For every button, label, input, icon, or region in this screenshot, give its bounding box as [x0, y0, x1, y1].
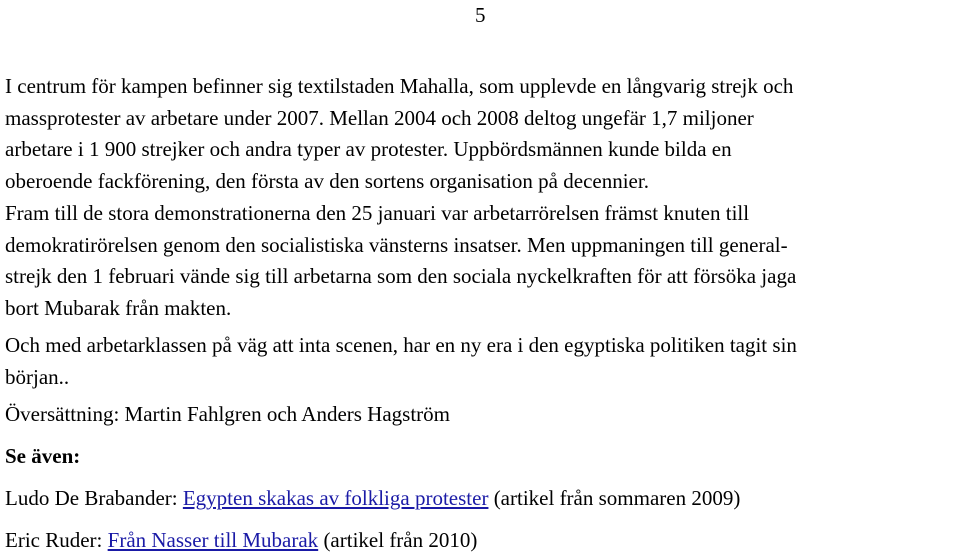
paragraph-line: massprotester av arbetare under 2007. Mellan 2004 och 2008 deltog ungefär 1,7 miljoner — [5, 105, 754, 130]
paragraph-line: demokratirörelsen genom den socialistiska vänsterns insatser. Men uppmaningen till general- — [5, 232, 788, 257]
paragraph-demonstrations — [5, 198, 959, 324]
paragraph-line: strejk den 1 februari vände sig till arbetarna som den sociala nyckelkraften för att försöka jaga — [5, 264, 797, 288]
paragraph-line: oberoende fackförening, den första av den sortens organisation på decennier. — [5, 168, 649, 193]
paragraph-line: början.. — [5, 364, 70, 389]
paragraph-new-era — [5, 330, 959, 393]
translation-text: Översättning: Martin Fahlgren och Anders Hagström — [5, 402, 450, 426]
reference-note: (artikel från 2010) — [318, 528, 478, 552]
paragraph-line: Fram till de stora demonstrationerna den 25 januari var arbetarrörelsen främst knuten till — [5, 201, 750, 225]
reference-item — [5, 483, 959, 515]
paragraph-line: I centrum för kampen befinner sig textilstaden Mahalla, som upplevde en långvarig strejk och — [5, 74, 794, 98]
paragraph-line: bort Mubarak från makten. — [5, 295, 232, 320]
reference-link-nasser[interactable]: Från Nasser till Mubarak — [107, 528, 319, 552]
paragraph-mahalla — [5, 71, 959, 197]
reference-author: Ludo De Brabander: — [5, 486, 183, 510]
reference-line — [5, 525, 959, 555]
reference-note: (artikel från sommaren 2009) — [488, 486, 741, 510]
see-also-heading — [5, 441, 959, 473]
page-number: 5 — [475, 3, 486, 27]
reference-link-egypten[interactable]: Egypten skakas av folkliga protester — [182, 486, 489, 510]
reference-item — [5, 525, 959, 555]
see-also-text: Se även: — [5, 444, 81, 468]
reference-line — [5, 483, 959, 515]
translation-credit — [5, 399, 959, 431]
reference-author: Eric Ruder: — [5, 528, 108, 552]
paragraph-line: Och med arbetarklassen på väg att inta scenen, har en ny era i den egyptiska politiken tagit sin — [5, 333, 797, 357]
paragraph-line: arbetare i 1 900 strejker och andra typer av protester. Uppbördsmännen kunde bilda en — [5, 137, 732, 161]
